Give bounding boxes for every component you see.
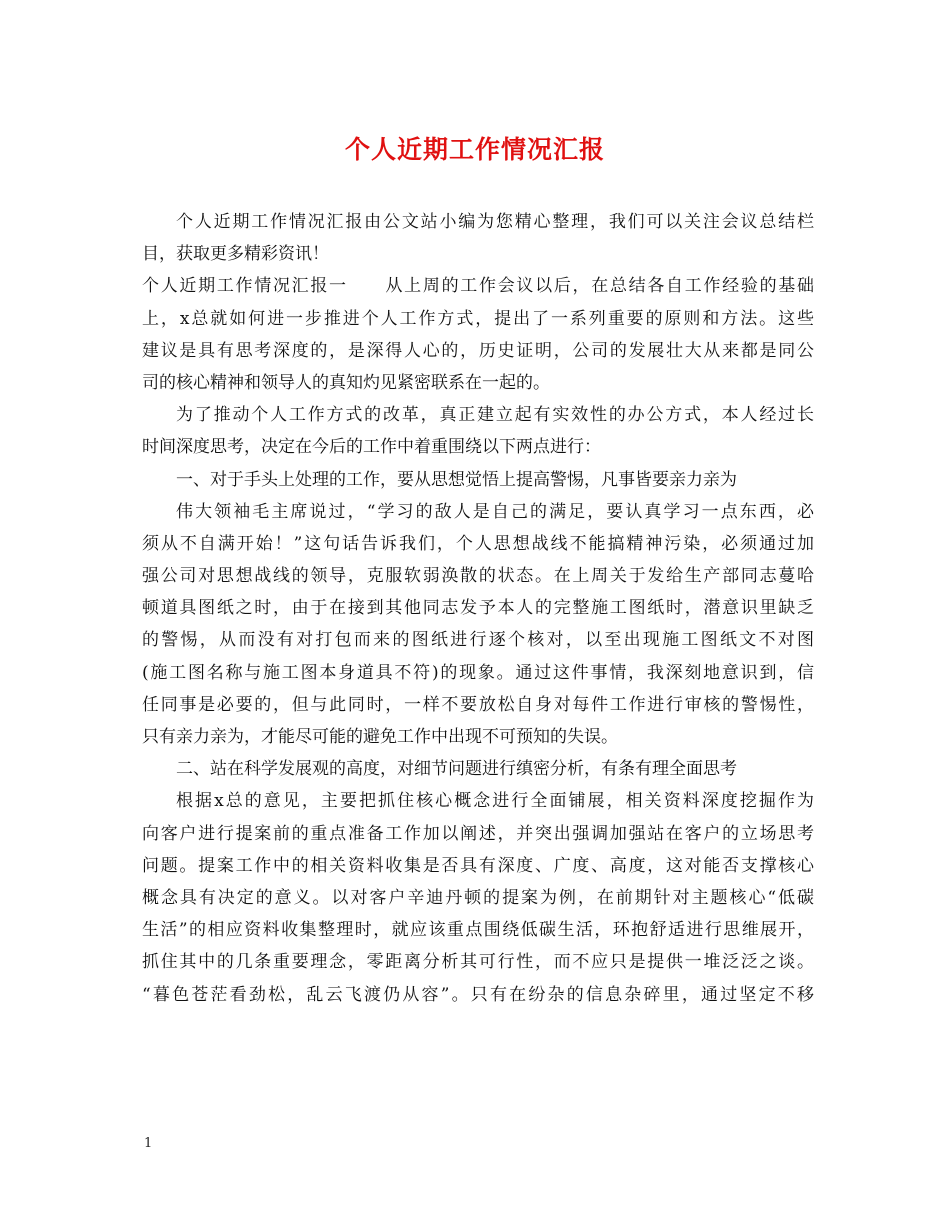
paragraph-1-line-1: 从上周的工作会议以后，在总结各自工作经验的基础 bbox=[383, 276, 814, 297]
paragraph-4-line-7: “暮色苍茫看劲松，乱云飞渡仍从容”。只有在纷杂的信息杂碎里，通过坚定不移 bbox=[142, 984, 814, 1005]
paragraph-3-line-3: 强公司对思想战线的领导，克服软弱涣散的状态。在上周关于发给生产部同志蔓哈 bbox=[142, 566, 814, 587]
paragraph-3-line-7: 任同事是必要的，但与此同时，一样不要放松自身对每件工作进行审核的警惕性， bbox=[142, 694, 814, 715]
paragraph-4-line-1: 根据x总的意见，主要把抓住核心概念进行全面铺展，相关资料深度挖掘作为 bbox=[176, 791, 814, 812]
paragraph-4-line-4: 概念具有决定的意义。以对客户辛迪丹顿的提案为例，在前期针对主题核心“低碳 bbox=[142, 887, 814, 908]
paragraph-4-line-6: 抓住其中的几条重要理念，零距离分析其可行性，而不应只是提供一堆泛泛之谈。 bbox=[142, 952, 814, 973]
intro-line-2: 目，获取更多精彩资讯！ bbox=[142, 244, 329, 265]
paragraph-3-line-1: 伟大领袖毛主席说过，“学习的敌人是自己的满足，要认真学习一点东西，必 bbox=[176, 501, 814, 522]
paragraph-1-line-2: 上，x总就如何进一步推进个人工作方式，提出了一系列重要的原则和方法。这些 bbox=[142, 308, 814, 329]
paragraph-4-line-5: 生活”的相应资料收集整理时，就应该重点围绕低碳生活，环抱舒适进行思维展开， bbox=[142, 920, 814, 941]
document-title: 个人近期工作情况汇报 bbox=[344, 135, 605, 164]
section-heading-1: 一、对于手头上处理的工作，要从思想觉悟上提高警惕，凡事皆要亲力亲为 bbox=[176, 469, 737, 490]
paragraph-3-line-5: 的警惕，从而没有对打包而来的图纸进行逐个核对，以至出现施工图纸文不对图 bbox=[142, 630, 814, 651]
report-label: 个人近期工作情况汇报一 bbox=[142, 276, 348, 297]
paragraph-3-line-8: 只有亲力亲为，才能尽可能的避免工作中出现不可预知的失误。 bbox=[142, 727, 618, 747]
paragraph-4-line-3: 问题。提案工作中的相关资料收集是否具有深度、广度、高度，这对能否支撑核心 bbox=[142, 855, 814, 876]
paragraph-3-line-6: (施工图名称与施工图本身道具不符)的现象。通过这件事情，我深刻地意识到，信 bbox=[142, 662, 814, 683]
paragraph-2-line-2: 时间深度思考，决定在今后的工作中着重围绕以下两点进行： bbox=[142, 437, 601, 458]
page-number: 1 bbox=[144, 1136, 153, 1151]
paragraph-4-line-2: 向客户进行提案前的重点准备工作加以阐述，并突出强调加强站在客户的立场思考 bbox=[142, 823, 814, 844]
paragraph-1-line-3: 建议是具有思考深度的，是深得人心的，历史证明，公司的发展壮大从来都是同公 bbox=[142, 340, 814, 361]
intro-line-1: 个人近期工作情况汇报由公文站小编为您精心整理，我们可以关注会议总结栏 bbox=[176, 212, 814, 232]
report-first-line bbox=[142, 270, 814, 302]
paragraph-3-line-2: 须从不自满开始！”这句话告诉我们，个人思想战线不能搞精神污染，必须通过加 bbox=[142, 533, 814, 554]
paragraph-1-line-4: 司的核心精神和领导人的真知灼见紧密联系在一起的。 bbox=[142, 372, 550, 393]
paragraph-3-line-4: 顿道具图纸之时，由于在接到其他同志发予本人的完整施工图纸时，潜意识里缺乏 bbox=[142, 598, 814, 619]
paragraph-2-line-1: 为了推动个人工作方式的改革，真正建立起有实效性的办公方式，本人经过长 bbox=[176, 405, 814, 426]
document-body bbox=[142, 206, 814, 1011]
section-heading-2: 二、站在科学发展观的高度，对细节问题进行缜密分析，有条有理全面思考 bbox=[176, 759, 737, 780]
